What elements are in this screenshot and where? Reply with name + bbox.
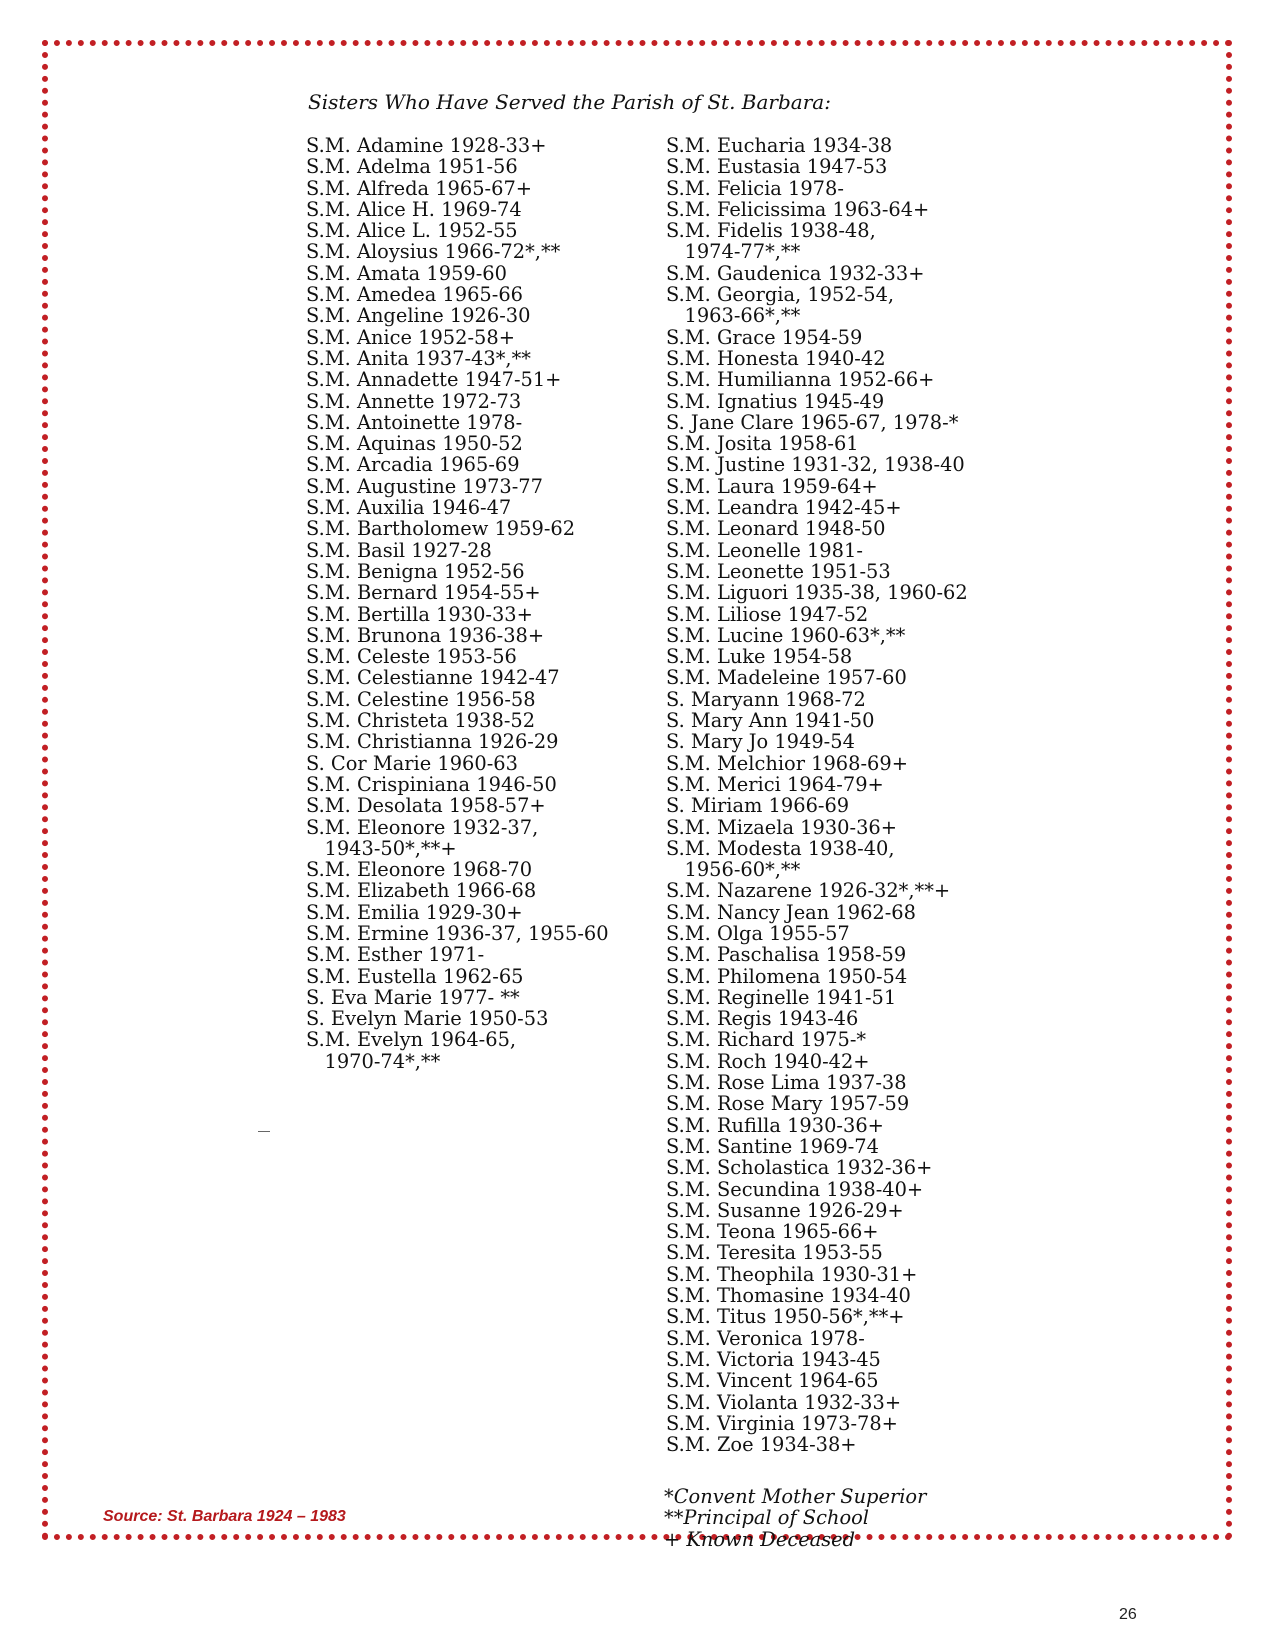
- sister-entry: S.M. Benigna 1952-56: [306, 559, 525, 583]
- sister-entry: S.M. Zoe 1934-38+: [666, 1433, 857, 1457]
- sister-entry: S.M. Elizabeth 1966-68: [306, 879, 537, 903]
- sister-entry: S.M. Eleonore 1932-37,: [306, 815, 539, 839]
- sister-entry: S.M. Roch 1940-42+: [666, 1049, 870, 1073]
- sister-entry: S.M. Amedea 1965-66: [306, 283, 523, 307]
- sister-entry: S.M. Celestine 1956-58: [306, 687, 536, 711]
- sister-entry: S.M. Emilia 1929-30+: [306, 900, 523, 924]
- legend: [664, 1486, 926, 1550]
- sister-entry: S.M. Christeta 1938-52: [306, 709, 536, 733]
- sister-entry: S.M. Fidelis 1938-48,: [666, 219, 876, 243]
- sister-entry: S.M. Desolata 1958-57+: [306, 794, 546, 818]
- sister-entry: S.M. Richard 1975-*: [666, 1028, 867, 1052]
- sister-entry: S.M. Aloysius 1966-72*,**: [306, 240, 561, 264]
- sister-entry: 1970-74*,**: [306, 1049, 441, 1073]
- sister-entry: S. Miriam 1966-69: [666, 794, 850, 818]
- sister-entry: S. Mary Ann 1941-50: [666, 709, 875, 733]
- sister-entry: S. Eva Marie 1977- **: [306, 985, 520, 1009]
- sister-entry: S.M. Leandra 1942-45+: [666, 496, 902, 520]
- sister-entry: S.M. Thomasine 1934-40: [666, 1284, 911, 1308]
- sister-entry: S.M. Eustella 1962-65: [306, 964, 524, 988]
- sister-entry: S.M. Violanta 1932-33+: [666, 1390, 902, 1414]
- dotted-page-border: [42, 40, 1232, 1540]
- sister-entry: S.M. Philomena 1950-54: [666, 964, 908, 988]
- sister-entry: S.M. Titus 1950-56*,**+: [666, 1305, 905, 1329]
- sister-entry: S.M. Ignatius 1945-49: [666, 389, 885, 413]
- sister-entry: S.M. Modesta 1938-40,: [666, 836, 895, 860]
- sister-entry: S.M. Christianna 1926-29: [306, 730, 559, 754]
- sister-entry: S.M. Mizaela 1930-36+: [666, 815, 897, 839]
- sister-entry: 1963-66*,**: [666, 304, 801, 328]
- sister-entry: S.M. Paschalisa 1958-59: [666, 943, 907, 967]
- sister-entry: S.M. Teona 1965-66+: [666, 1220, 879, 1244]
- sister-entry: S.M. Rufilla 1930-36+: [666, 1113, 884, 1137]
- sister-entry: S.M. Anita 1937-43*,**: [306, 346, 531, 370]
- sister-entry: S.M. Liliose 1947-52: [666, 602, 869, 626]
- sister-entry: S.M. Liguori 1935-38, 1960-62: [666, 581, 968, 605]
- sister-entry: S.M. Augustine 1973-77: [306, 474, 543, 498]
- sister-entry: S.M. Alice H. 1969-74: [306, 197, 522, 221]
- left-column-list: [306, 135, 609, 1072]
- sister-entry: S.M. Theophila 1930-31+: [666, 1262, 918, 1286]
- sister-entry: S.M. Leonelle 1981-: [666, 538, 863, 562]
- sister-entry: S.M. Crispiniana 1946-50: [306, 772, 557, 796]
- sister-entry: S.M. Santine 1969-74: [666, 1134, 879, 1158]
- source-citation: Source: St. Barbara 1924 – 1983: [103, 1508, 346, 1525]
- sister-entry: S.M. Evelyn 1964-65,: [306, 1028, 517, 1052]
- page-number: 26: [1119, 1606, 1137, 1623]
- stray-mark: [258, 1131, 270, 1132]
- sister-entry: 1956-60*,**: [666, 858, 801, 882]
- sister-entry: S.M. Auxilia 1946-47: [306, 496, 512, 520]
- sister-entry: S.M. Eucharia 1934-38: [666, 134, 893, 157]
- sister-entry: S.M. Adelma 1951-56: [306, 155, 518, 179]
- sister-entry: S.M. Adamine 1928-33+: [306, 134, 547, 157]
- sister-entry: S.M. Bartholomew 1959-62: [306, 517, 576, 541]
- sister-entry: S.M. Arcadia 1965-69: [306, 453, 520, 477]
- sister-entry: S.M. Leonette 1951-53: [666, 559, 891, 583]
- sister-entry: 1974-77*,**: [666, 240, 801, 264]
- sister-entry: S.M. Scholastica 1932-36+: [666, 1156, 933, 1180]
- sister-entry: S.M. Grace 1954-59: [666, 325, 863, 349]
- sister-entry: S. Cor Marie 1960-63: [306, 751, 518, 775]
- page-title: Sisters Who Have Served the Parish of St. Barbara:: [308, 90, 831, 114]
- sister-entry: S.M. Alfreda 1965-67+: [306, 176, 533, 200]
- sister-entry: S.M. Amata 1959-60: [306, 261, 507, 285]
- sister-entry: S.M. Alice L. 1952-55: [306, 219, 518, 243]
- sister-entry: S.M. Ermine 1936-37, 1955-60: [306, 921, 609, 945]
- sister-entry: S.M. Basil 1927-28: [306, 538, 492, 562]
- legend-item: *Convent Mother Superior: [664, 1485, 927, 1508]
- sister-entry: S.M. Anice 1952-58+: [306, 325, 515, 349]
- sister-entry: S.M. Celestianne 1942-47: [306, 666, 560, 690]
- sister-entry: S.M. Lucine 1960-63*,**: [666, 623, 906, 647]
- sister-entry: S. Jane Clare 1965-67, 1978-*: [666, 410, 959, 434]
- right-column-list: [666, 135, 968, 1455]
- sister-entry: S.M. Olga 1955-57: [666, 921, 850, 945]
- sister-entry: S. Mary Jo 1949-54: [666, 730, 855, 754]
- sister-entry: S.M. Rose Mary 1957-59: [666, 1092, 910, 1116]
- sister-entry: S.M. Aquinas 1950-52: [306, 432, 523, 456]
- sister-entry: S. Evelyn Marie 1950-53: [306, 1007, 549, 1031]
- sister-entry: S.M. Annadette 1947-51+: [306, 368, 562, 392]
- legend-item: + Known Deceased: [664, 1527, 856, 1551]
- sister-entry: S.M. Georgia, 1952-54,: [666, 283, 895, 307]
- sister-entry: S.M. Reginelle 1941-51: [666, 985, 897, 1009]
- sister-entry: 1943-50*,**+: [306, 836, 457, 860]
- sister-entry: S.M. Gaudenica 1932-33+: [666, 261, 925, 285]
- sister-entry: S.M. Humilianna 1952-66+: [666, 368, 935, 392]
- sister-entry: S.M. Melchior 1968-69+: [666, 751, 908, 775]
- sister-entry: S.M. Antoinette 1978-: [306, 410, 523, 434]
- sister-entry: S.M. Celeste 1953-56: [306, 645, 517, 669]
- sister-entry: S.M. Leonard 1948-50: [666, 517, 886, 541]
- sister-entry: S.M. Vincent 1964-65: [666, 1369, 879, 1393]
- legend-item: **Principal of School: [664, 1506, 869, 1530]
- sister-entry: S.M. Secundina 1938-40+: [666, 1177, 924, 1201]
- sister-entry: S.M. Teresita 1953-55: [666, 1241, 883, 1265]
- sister-entry: S.M. Felicia 1978-: [666, 176, 844, 200]
- sister-entry: S.M. Victoria 1943-45: [666, 1347, 881, 1371]
- sister-entry: S.M. Luke 1954-58: [666, 645, 853, 669]
- sister-entry: S.M. Nazarene 1926-32*,**+: [666, 879, 951, 903]
- sister-entry: S.M. Rose Lima 1937-38: [666, 1071, 907, 1095]
- sister-entry: S.M. Felicissima 1963-64+: [666, 197, 930, 221]
- sister-entry: S.M. Justine 1931-32, 1938-40: [666, 453, 965, 477]
- sister-entry: S.M. Laura 1959-64+: [666, 474, 878, 498]
- sister-entry: S.M. Virginia 1973-78+: [666, 1411, 898, 1435]
- sister-entry: S.M. Honesta 1940-42: [666, 346, 886, 370]
- sister-entry: S.M. Bernard 1954-55+: [306, 581, 541, 605]
- sister-entry: S.M. Eleonore 1968-70: [306, 858, 533, 882]
- sister-entry: S.M. Merici 1964-79+: [666, 772, 884, 796]
- sister-entry: S.M. Regis 1943-46: [666, 1007, 859, 1031]
- sister-entry: S.M. Josita 1958-61: [666, 432, 859, 456]
- sister-entry: S.M. Nancy Jean 1962-68: [666, 900, 916, 924]
- sister-entry: S.M. Eustasia 1947-53: [666, 155, 888, 179]
- sister-entry: S. Maryann 1968-72: [666, 687, 866, 711]
- sister-entry: S.M. Bertilla 1930-33+: [306, 602, 533, 626]
- sister-entry: S.M. Madeleine 1957-60: [666, 666, 907, 690]
- sister-entry: S.M. Annette 1972-73: [306, 389, 522, 413]
- sister-entry: S.M. Susanne 1926-29+: [666, 1198, 904, 1222]
- sister-entry: S.M. Veronica 1978-: [666, 1326, 865, 1350]
- sister-entry: S.M. Angeline 1926-30: [306, 304, 531, 328]
- sister-entry: S.M. Brunona 1936-38+: [306, 623, 545, 647]
- sister-entry: S.M. Esther 1971-: [306, 943, 485, 967]
